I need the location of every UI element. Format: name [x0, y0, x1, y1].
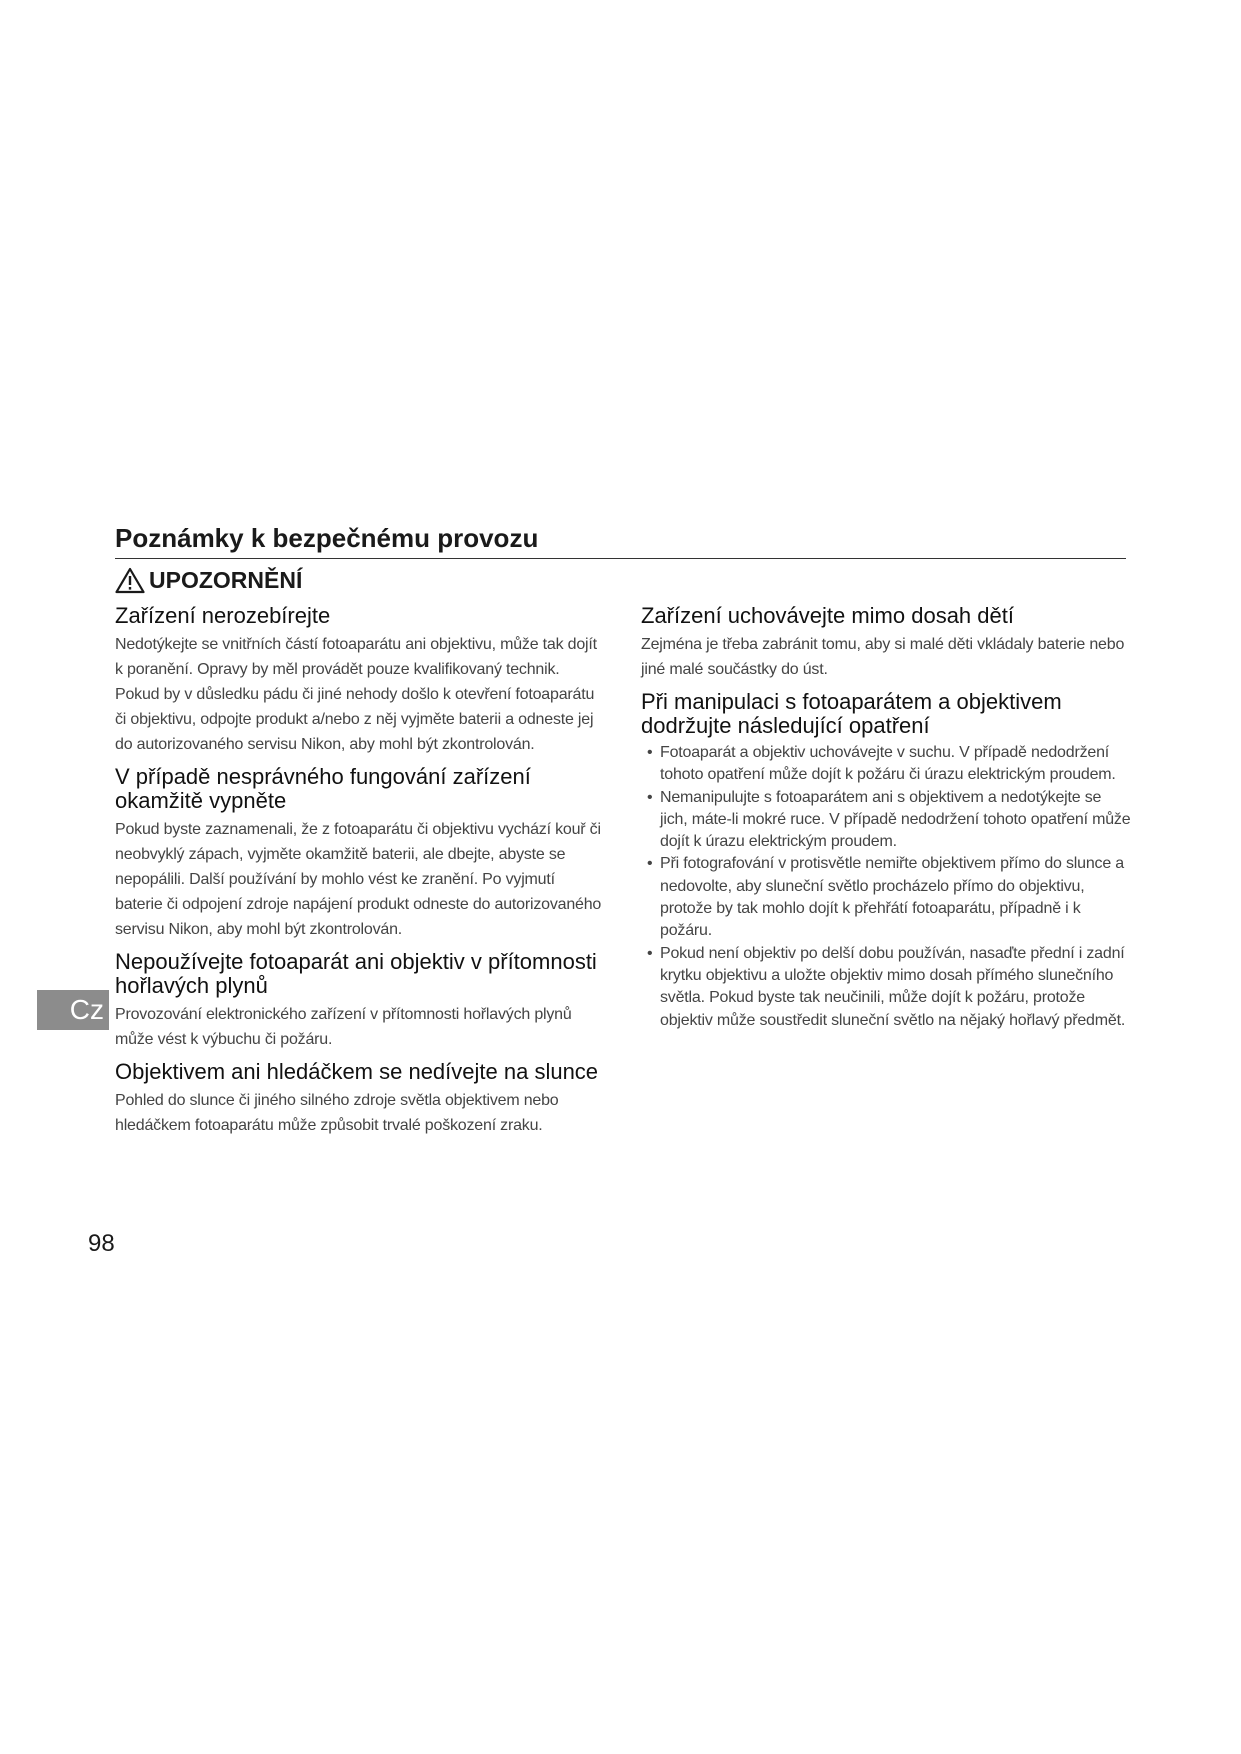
- title-divider: [115, 558, 1126, 559]
- section-heading: Nepoužívejte fotoaparát ani objektiv v přítomnosti hořlavých plynů: [115, 949, 597, 998]
- section-heading: Při manipulaci s fotoaparátem a objektivem dodržujte následující opatření: [641, 689, 1062, 738]
- section-body: Nedotýkejte se vnitřních částí fotoaparátu ani objektivu, může tak dojít k poranění. Opravy by měl provádět pouze kvalifikovaný technik. Pokud by v důsledku pádu či jiné nehody došlo k otevření fotoaparátu či objektivu, odpojte produkt a/nebo z něj vyjměte baterii a odneste jej do autorizovaného servisu Nikon, aby mohl být zkontrolován.: [115, 636, 597, 753]
- page-number: 98: [88, 1230, 115, 1257]
- section-children: [641, 604, 1131, 682]
- section-flammable-gas: [115, 950, 605, 1052]
- section-heading: V případě nesprávného fungování zařízení okamžitě vypněte: [115, 764, 531, 813]
- section-heading: Objektivem ani hledáčkem se nedívejte na slunce: [115, 1059, 599, 1084]
- warning-triangle-icon: [115, 567, 145, 594]
- section-handling: [641, 690, 1131, 1032]
- section-heading: Zařízení uchovávejte mimo dosah dětí: [641, 603, 1014, 628]
- section-body: Zejména je třeba zabránit tomu, aby si malé děti vkládaly baterie nebo jiné malé součástky do úst.: [641, 636, 1125, 678]
- section-disassembly: [115, 604, 605, 757]
- section-body: Provozování elektronického zařízení v přítomnosti hořlavých plynů může vést k výbuchu či požáru.: [115, 1006, 572, 1048]
- section-body: Pokud byste zaznamenali, že z fotoaparátu či objektivu vychází kouř či neobvyklý zápach, vyjměte okamžitě baterii, ale dbejte, abyste se nepopálili. Další používání by mohlo vést ke zranění. Po vyjmutí baterie či odpojení zdroje napájení produkt odneste do autorizovaného servisu Nikon, aby mohl být zkontrolován.: [115, 821, 602, 938]
- language-tab: Cz: [37, 990, 109, 1030]
- section-heading: Zařízení nerozebírejte: [115, 603, 331, 628]
- section-sun: [115, 1060, 605, 1138]
- warning-heading: [115, 567, 302, 594]
- section-body: Pohled do slunce či jiného silného zdroje světla objektivem nebo hledáčkem fotoaparátu může způsobit trvalé poškození zraku.: [115, 1092, 559, 1134]
- precaution-list: [641, 742, 1131, 1032]
- list-item: • Pokud není objektiv po delší dobu používán, nasaďte přední i zadní krytku objektivu a uložte objektiv mimo dosah přímého slunečního světla. Pokud byste tak neučinili, může dojít k požáru, protože objektiv může soustředit sluneční světlo na nějaký hořlavý předmět.: [641, 943, 1131, 1032]
- right-column: [641, 604, 1131, 1040]
- section-malfunction: [115, 765, 605, 942]
- list-item: • Nemanipulujte s fotoaparátem ani s objektivem a nedotýkejte se jich, máte-li mokré ruce. V případě nedodržení tohoto opatření může dojít k úrazu elektrickým proudem.: [641, 787, 1131, 854]
- list-item: • Při fotografování v protisvětle nemiřte objektivem přímo do slunce a nedovolte, aby sluneční světlo procházelo přímo do objektivu, protože by tak mohlo dojít k přehřátí fotoaparátu, případně i k požáru.: [641, 853, 1131, 942]
- page-title: Poznámky k bezpečnému provozu: [115, 523, 539, 553]
- left-column: [115, 604, 605, 1146]
- list-item: • Fotoaparát a objektiv uchovávejte v suchu. V případě nedodržení tohoto opatření může dojít k požáru či úrazu elektrickým proudem.: [641, 742, 1131, 787]
- warning-label: UPOZORNĚNÍ: [149, 567, 303, 593]
